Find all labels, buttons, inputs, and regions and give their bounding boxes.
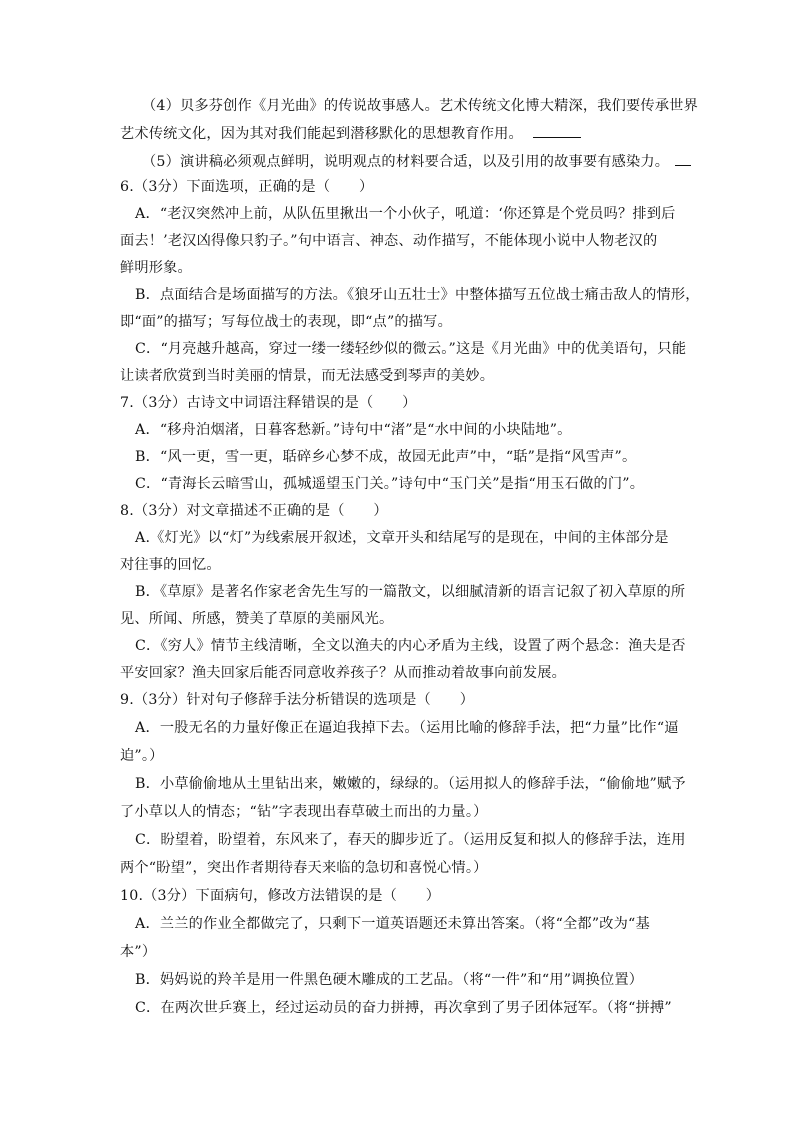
text-line: 见、所闻、所感，赞美了草原的美丽风光。 [120, 611, 394, 627]
text-line: 艺术传统文化，因为其对我们能起到潜移默化的思想教育作用。 [120, 123, 581, 144]
text-line: 迫”。） [120, 748, 164, 764]
option-c: C．“月亮越升越高，穿过一缕一缕轻纱似的微云。”这是《月光曲》中的优美语句，只能 [135, 341, 687, 357]
question-title: 9.（3分）针对句子修辞手法分析错误的选项是（ ） [120, 692, 475, 708]
option-a: A．“移舟泊烟渚，日暮客愁新。”诗句中“渚”是“水中间的小块陆地”。 [135, 422, 572, 438]
text-line: 让读者欣赏到当时美丽的情景，而无法感受到琴声的美妙。 [120, 368, 495, 384]
option-c: C．盼望着，盼望着，东风来了，春天的脚步近了。（运用反复和拟人的修辞手法，连用 [135, 832, 686, 848]
text-line: 鲜明形象。 [120, 260, 192, 276]
option-b: B．“风一更，雪一更，聒碎乡心梦不成，故园无此声”中，“聒”是指“风雪声”。 [135, 449, 637, 465]
option-a: A．“老汉突然冲上前，从队伍里揪出一个小伙子，吼道：‘你还算是个党员吗？排到后 [135, 206, 676, 222]
text-line: 两个“盼望”，突出作者期待春天来临的急切和喜悦心情。） [120, 860, 488, 876]
option-b: B．小草偷偷地从土里钻出来，嫩嫩的，绿绿的。（运用拟人的修辞手法，“偷偷地”赋予 [135, 776, 686, 792]
question-title: 10.（3分）下面病句，修改方法错误的是（ ） [120, 888, 441, 904]
option-a: A.《灯光》以“灯”为线索展开叙述，文章开头和结尾写的是现在，中间的主体部分是 [135, 530, 669, 546]
option-b: B．妈妈说的羚羊是用一件黑色硬木雕成的工艺品。（将“一件”和“用”调换位置） [135, 972, 644, 988]
text-line: 了小草以人的情态；“钻”字表现出春草破土而出的力量。） [120, 804, 488, 820]
text-line: 对往事的回忆。 [120, 557, 221, 573]
answer-blank[interactable] [675, 151, 691, 166]
text-line: （5）演讲稿必须观点鲜明，说明观点的材料要合适，以及引用的故事要有感染力。 [142, 151, 691, 172]
answer-blank[interactable] [533, 123, 581, 138]
option-c: C．在两次世乒赛上，经过运动员的奋力拼搏，再次拿到了男子团体冠军。（将“拼搏” [135, 1000, 672, 1016]
option-a: A．一股无名的力量好像正在逼迫我掉下去。（运用比喻的修辞手法，把“力量”比作“逼 [135, 720, 679, 736]
option-b: B．《草原》是著名作家老舍先生写的一篇散文，以细腻清新的语言记叙了初入草原的所 [135, 584, 686, 600]
text-line: （4）贝多芬创作《月光曲》的传说故事感人。艺术传统文化博大精深，我们要传承世界 [142, 98, 698, 114]
option-c: C．“青海长云暗雪山，孤城遥望玉门关。”诗句中“玉门关”是指“用玉石做的门”。 [135, 476, 645, 492]
question-title: 8.（3分）对文章描述不正确的是（ ） [120, 503, 388, 519]
question-title: 6.（3分）下面选项，正确的是（ ） [120, 179, 374, 195]
text-line: 本”） [120, 944, 157, 960]
question-title: 7.（3分）古诗文中词语注释错误的是（ ） [120, 395, 417, 411]
option-a: A．兰兰的作业全都做完了，只剩下一道英语题还未算出答案。（将“全都”改为“基 [135, 916, 650, 932]
option-c: C．《穷人》情节主线清晰，全文以渔夫的内心矛盾为主线，设置了两个悬念：渔夫是否 [135, 638, 686, 654]
text-line: 平安回家？渔夫回家后能否同意收养孩子？从而推动着故事向前发展。 [120, 665, 567, 681]
text-line: 面去！’老汉凶得像只豹子。”句中语言、神态、动作描写，不能体现小说中人物老汉的 [120, 233, 658, 249]
option-b: B．点面结合是场面描写的方法。《狼牙山五壮士》中整体描写五位战士痛击敌人的情形， [135, 287, 700, 303]
text-line: 即“面”的描写；写每位战士的表现，即“点”的描写。 [120, 314, 452, 330]
